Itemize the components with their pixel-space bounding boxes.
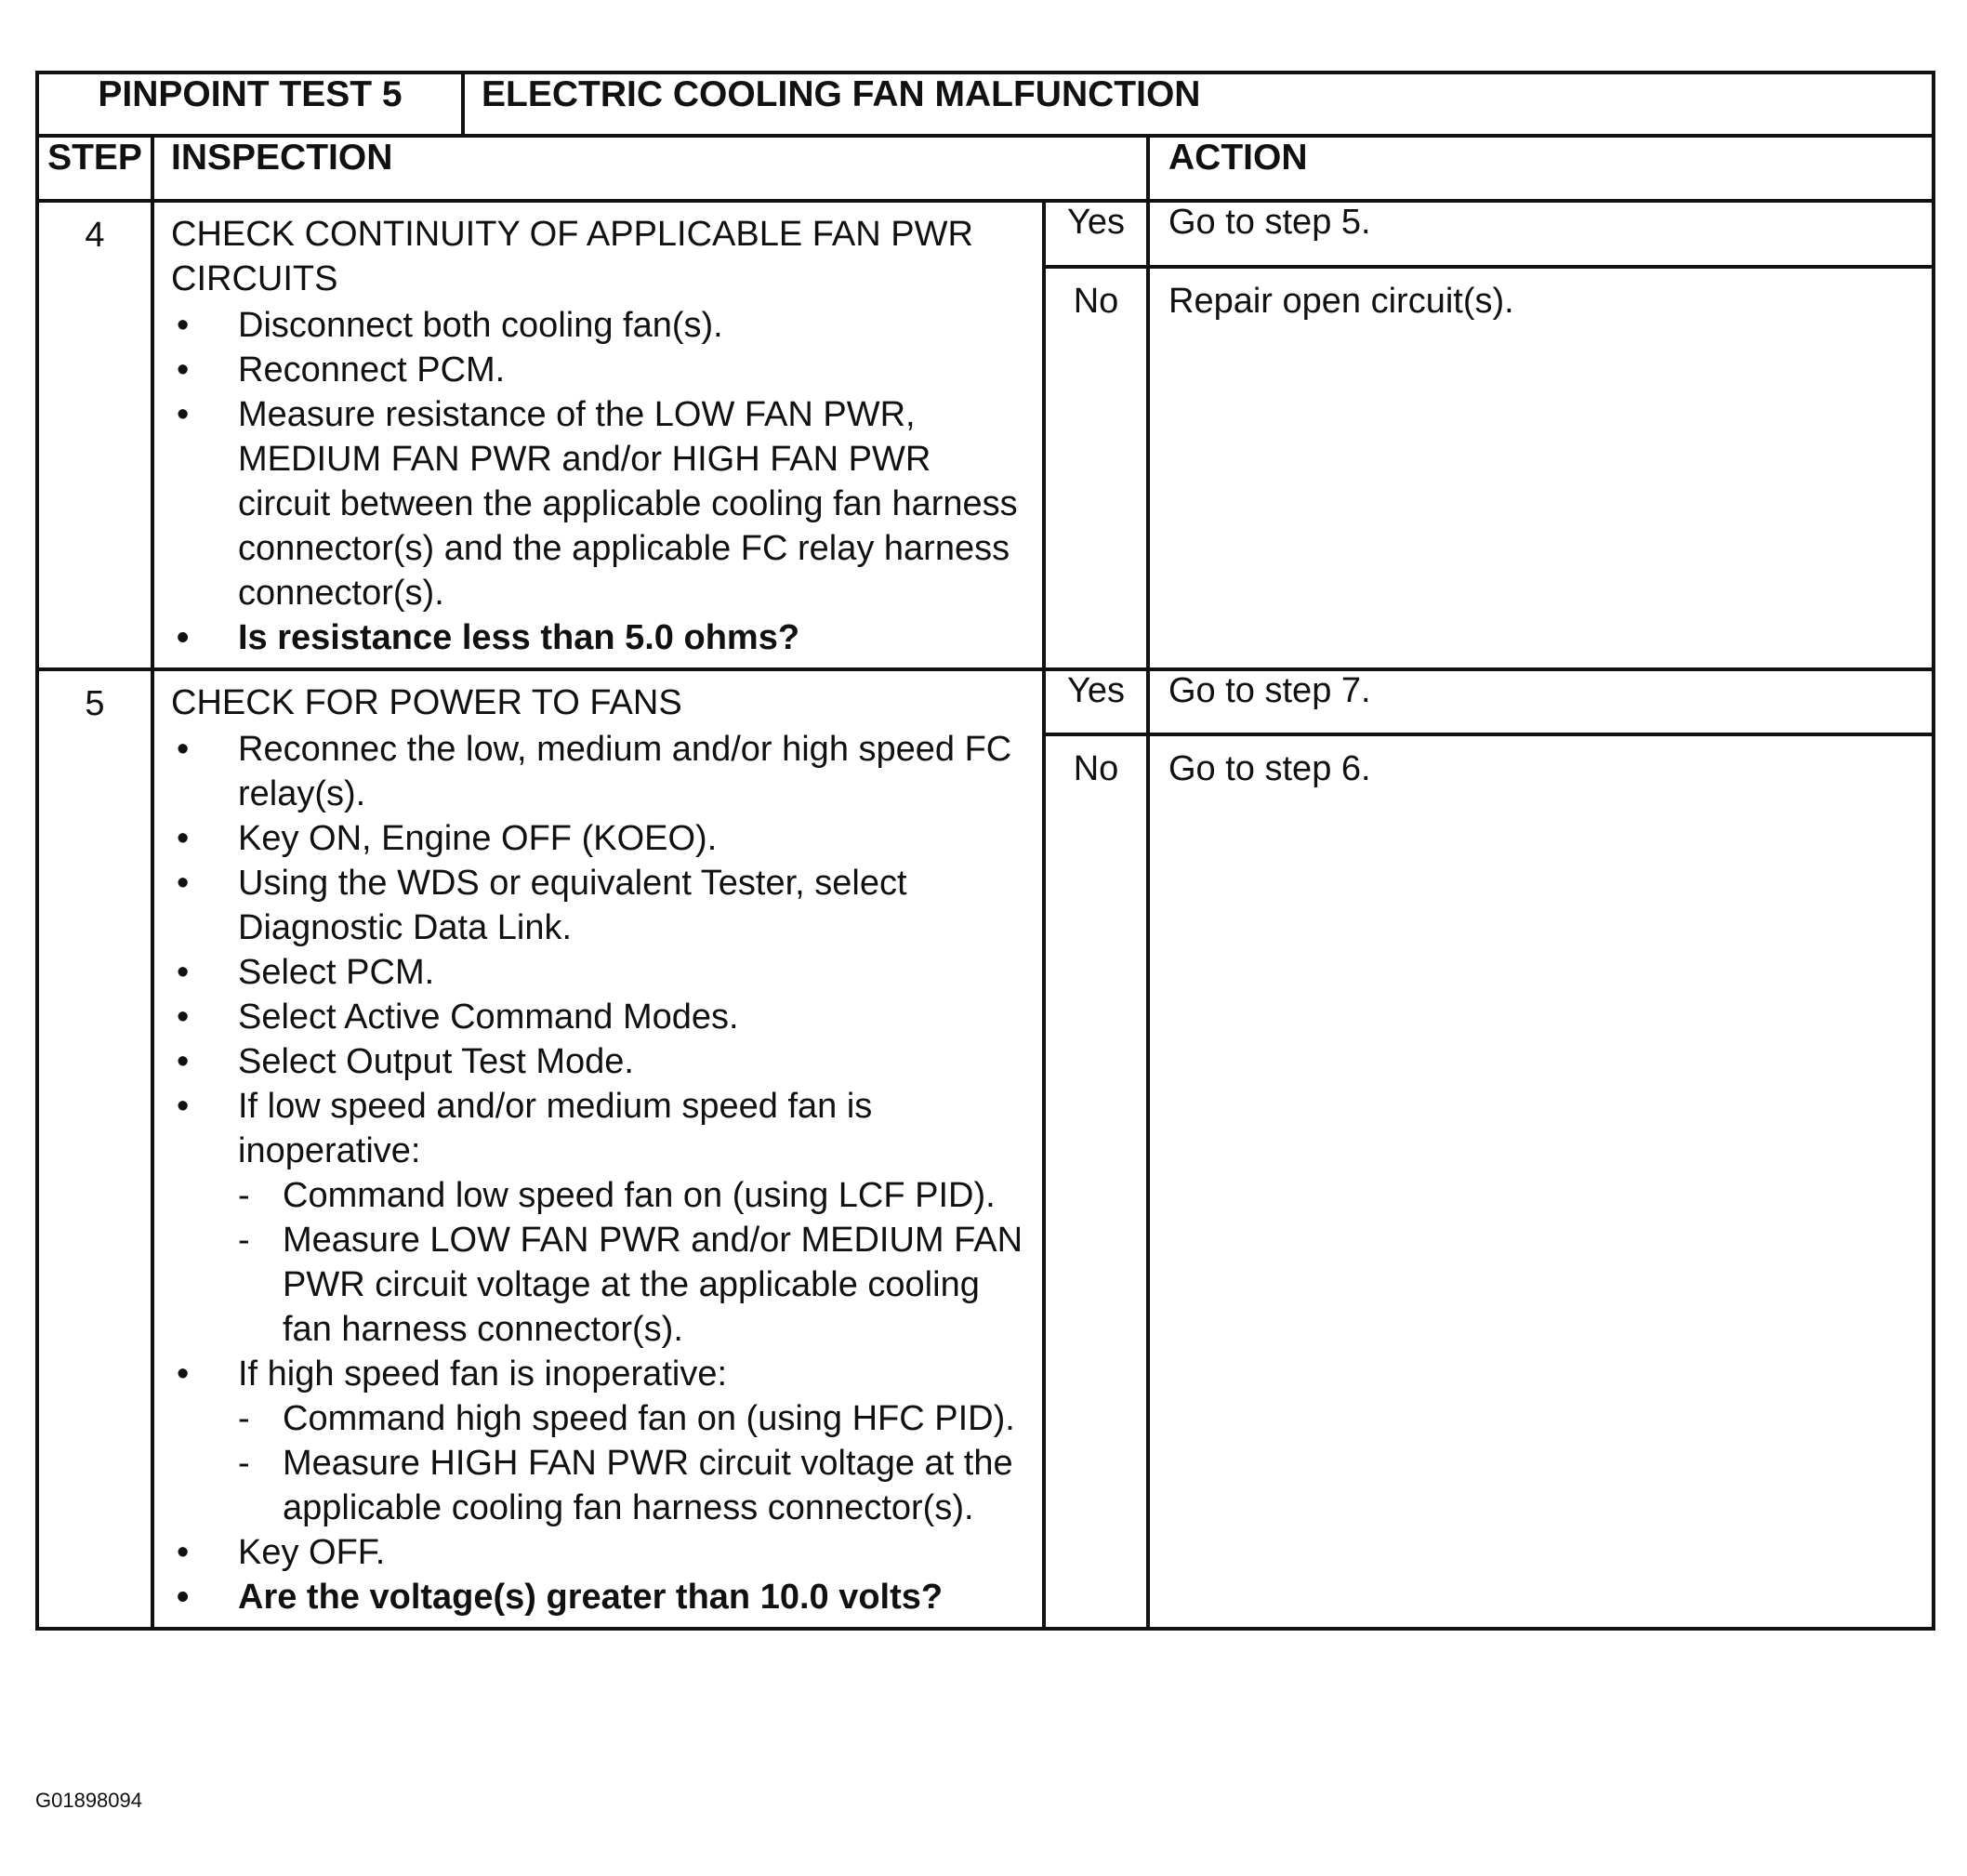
test-title: ELECTRIC COOLING FAN MALFUNCTION [463, 73, 1934, 136]
column-header-action: ACTION [1148, 136, 1934, 201]
step-item-list [171, 303, 1029, 660]
sub-list-item: - Command high speed fan on (using HFC PID). [171, 1396, 1029, 1441]
step-inspection [152, 201, 1044, 669]
step-item-list [171, 727, 1029, 1619]
test-label: PINPOINT TEST 5 [37, 73, 463, 136]
list-item: • Measure resistance of the LOW FAN PWR, MEDIUM FAN PWR and/or HIGH FAN PWR circuit between the applicable cooling fan harness connector(s) and the applicable FC relay harness connector(s). [171, 392, 1029, 615]
list-item: • Reconnect PCM. [171, 348, 1029, 392]
list-item: • Key OFF. [171, 1530, 1029, 1575]
yes-label: Yes [1044, 669, 1148, 734]
pinpoint-test-table-container [35, 71, 1932, 1631]
step-row-5-yes [37, 669, 1934, 734]
list-item: • Select Active Command Modes. [171, 995, 1029, 1039]
yes-action: Go to step 5. [1148, 201, 1934, 267]
figure-id: G01898094 [35, 1789, 142, 1812]
no-label: No [1044, 734, 1148, 1629]
yes-action: Go to step 7. [1148, 669, 1934, 734]
list-item: • If low speed and/or medium speed fan is inoperative: [171, 1084, 1029, 1173]
no-action: Repair open circuit(s). [1148, 267, 1934, 669]
list-item: • Disconnect both cooling fan(s). [171, 303, 1029, 348]
no-action: Go to step 6. [1148, 734, 1934, 1629]
list-item: • Reconnec the low, medium and/or high speed FC relay(s). [171, 727, 1029, 816]
title-row [37, 73, 1934, 136]
list-item: • If high speed fan is inoperative: [171, 1352, 1029, 1396]
pinpoint-test-table [35, 71, 1935, 1631]
list-item: • Select Output Test Mode. [171, 1039, 1029, 1084]
column-header-step: STEP [37, 136, 152, 201]
step-number: 4 [37, 201, 152, 669]
step-heading: CHECK CONTINUITY OF APPLICABLE FAN PWR CIRCUITS [171, 215, 973, 298]
list-item: • Using the WDS or equivalent Tester, select Diagnostic Data Link. [171, 861, 1029, 950]
question-item: • Are the voltage(s) greater than 10.0 volts? [171, 1575, 1029, 1619]
column-header-row [37, 136, 1934, 201]
no-label: No [1044, 267, 1148, 669]
step-heading: CHECK FOR POWER TO FANS [171, 683, 682, 722]
list-item: • Key ON, Engine OFF (KOEO). [171, 816, 1029, 861]
sub-list-item: - Command low speed fan on (using LCF PID). [171, 1173, 1029, 1218]
step-row-4-yes [37, 201, 1934, 267]
sub-list-item: - Measure HIGH FAN PWR circuit voltage at the applicable cooling fan harness connector(s). [171, 1441, 1029, 1530]
step-number: 5 [37, 669, 152, 1629]
question-item: • Is resistance less than 5.0 ohms? [171, 615, 1029, 660]
step-inspection [152, 669, 1044, 1629]
yes-label: Yes [1044, 201, 1148, 267]
column-header-inspection: INSPECTION [152, 136, 1148, 201]
sub-list-item: - Measure LOW FAN PWR and/or MEDIUM FAN PWR circuit voltage at the applicable cooling fan harness connector(s). [171, 1218, 1029, 1352]
list-item: • Select PCM. [171, 950, 1029, 995]
